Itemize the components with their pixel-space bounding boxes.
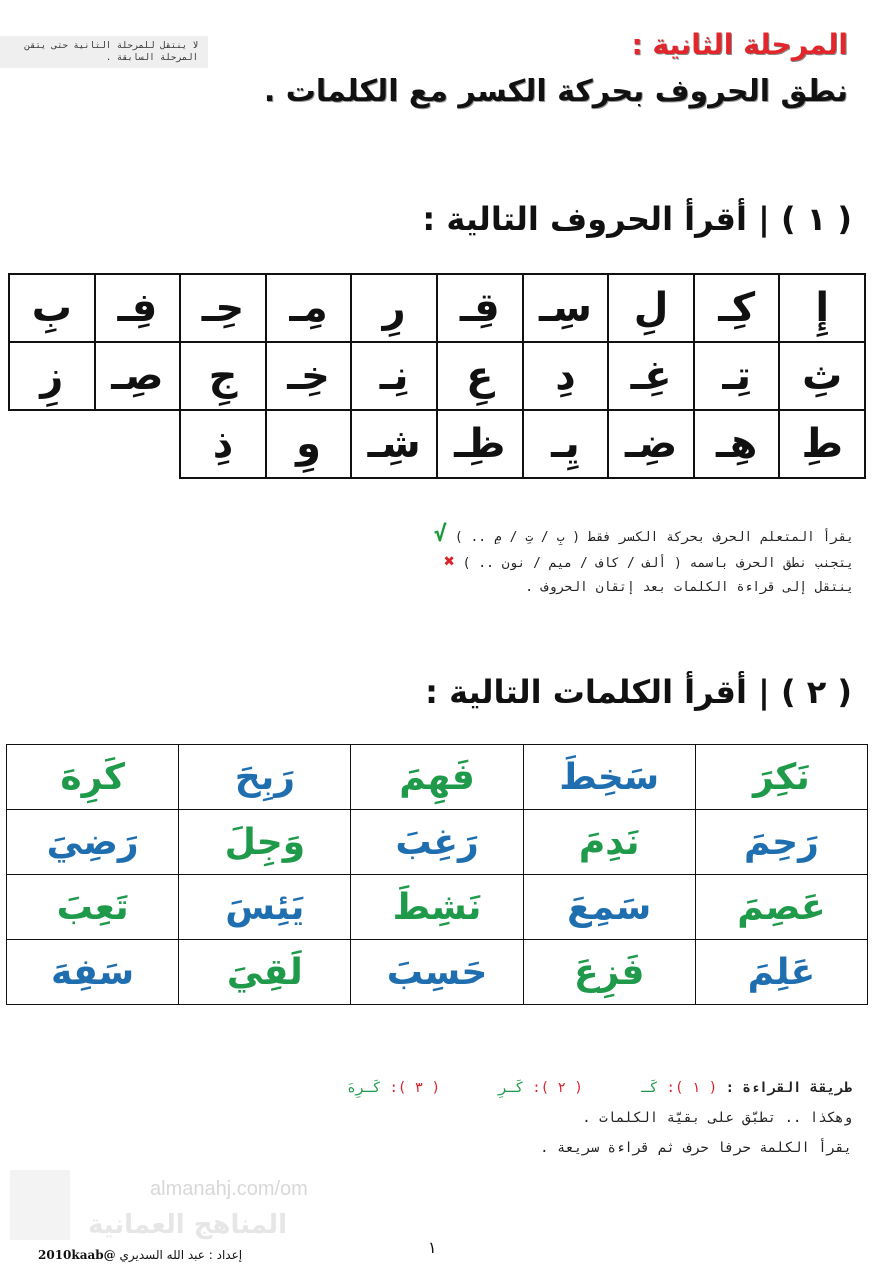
word-cell: سَخِطَ [523,745,695,810]
letter-cell: مِـ [266,274,352,342]
letter-cell: غِـ [608,342,694,410]
watermark-text: المناهج العمانية [88,1210,287,1240]
footer-credit [30,1248,242,1262]
letter-cell: ضِـ [608,410,694,478]
word-cell: رَضِيَ [7,810,179,875]
word-cell: عَلِمَ [695,940,867,1005]
words-row [7,745,868,810]
step3-number: ( ٣ ): [389,1080,441,1096]
instruction-line-1 [434,522,854,547]
letter-cell: بِ [9,274,95,342]
word-cell: سَفِهَ [7,940,179,1005]
word-cell: نَدِمَ [523,810,695,875]
word-cell: رَغِبَ [351,810,523,875]
letter-cell: ظِـ [437,410,523,478]
letter-cell: خِـ [266,342,352,410]
letter-cell: طِ [779,410,865,478]
instruction-line-2 [444,551,854,572]
letter-cell: هِـ [694,410,780,478]
letter-cell: نِـ [351,342,437,410]
letters-row [9,410,865,478]
watermark-url: almanahj.com/om [150,1178,308,1200]
method-label: طريقة القراءة : [725,1080,852,1096]
letter-cell: شِـ [351,410,437,478]
word-cell: رَبِحَ [179,745,351,810]
step3-text: كَـرِهَ [347,1080,381,1096]
letters-row [9,342,865,410]
letter-cell: وِ [266,410,352,478]
letter-cell: سِـ [523,274,609,342]
instruction-text-1: يقرأ المتعلم الحرف بحركة الكسر فقط ( بِ / تِ / مِ .. ) [454,530,854,545]
method-line-3: يقرأ الكلمة حرفا حرف ثم قراءة سريعة . [540,1140,852,1156]
method-steps [347,1080,852,1110]
step2-text: كَـرِ [498,1080,524,1096]
section2-heading: ( ٢ ) | أقرأ الكلمات التالية : [425,673,852,711]
watermark-logo [10,1170,70,1240]
author-credit: إعداد : عبد الله السديري [119,1248,243,1262]
letter-cell: دِ [523,342,609,410]
letter-cell: لِ [608,274,694,342]
word-cell: فَزِعَ [523,940,695,1005]
empty-cell [95,410,181,478]
reading-method [347,1080,852,1170]
letter-cell: إِ [779,274,865,342]
cross-icon: ✖ [443,551,455,572]
method-line-2: وهكذا .. تطبّق على بقيّة الكلمات . [582,1110,852,1126]
letter-cell: حِـ [180,274,266,342]
letter-cell: كِـ [694,274,780,342]
letter-cell: يِـ [523,410,609,478]
letter-cell: تِـ [694,342,780,410]
word-cell: حَسِبَ [351,940,523,1005]
letter-cell: عِ [437,342,523,410]
word-cell: وَجِلَ [179,810,351,875]
letters-row [9,274,865,342]
letter-cell: فِـ [95,274,181,342]
letter-cell: قِـ [437,274,523,342]
prerequisite-note: لا ينتقل للمرحلة الثانية حتى يتقن المرحلة السابقة . [0,36,208,68]
author-handle: @2010kaab [38,1248,116,1262]
word-cell: نَكِرَ [695,745,867,810]
word-cell: يَئِسَ [179,875,351,940]
letter-cell: ذِ [180,410,266,478]
word-cell: تَعِبَ [7,875,179,940]
word-cell: نَشِطَ [351,875,523,940]
word-cell: سَمِعَ [523,875,695,940]
letter-cell: صِـ [95,342,181,410]
check-icon: √ [433,522,447,547]
step1-number: ( ١ ): [666,1080,718,1096]
word-cell: عَصِمَ [695,875,867,940]
stage-subtitle: نطق الحروف بحركة الكسر مع الكلمات . [263,74,848,109]
letter-cell: رِ [351,274,437,342]
word-cell: فَهِمَ [351,745,523,810]
empty-cell [9,410,95,478]
letter-cell: جِ [180,342,266,410]
letter-cell: ثِ [779,342,865,410]
instruction-text-2: يتجنب نطق الحرف باسمه ( ألف / كاف / ميم / نون .. ) [462,556,854,571]
section1-heading: ( ١ ) | أقرأ الحروف التالية : [422,200,852,238]
word-cell: رَحِمَ [695,810,867,875]
instruction-line-3: ينتقل إلى قراءة الكلمات بعد إتقان الحروف . [525,580,854,595]
page-number: ١ [428,1238,437,1257]
letter-cell: زِ [9,342,95,410]
words-row [7,875,868,940]
letters-table [8,273,866,479]
word-cell: لَقِيَ [179,940,351,1005]
words-row [7,810,868,875]
step1-text: كَـ [641,1080,659,1096]
words-row [7,940,868,1005]
stage-title: المرحلة الثانية : [631,28,848,61]
word-cell: كَرِهَ [7,745,179,810]
step2-number: ( ٢ ): [532,1080,583,1096]
words-table [6,744,868,1005]
